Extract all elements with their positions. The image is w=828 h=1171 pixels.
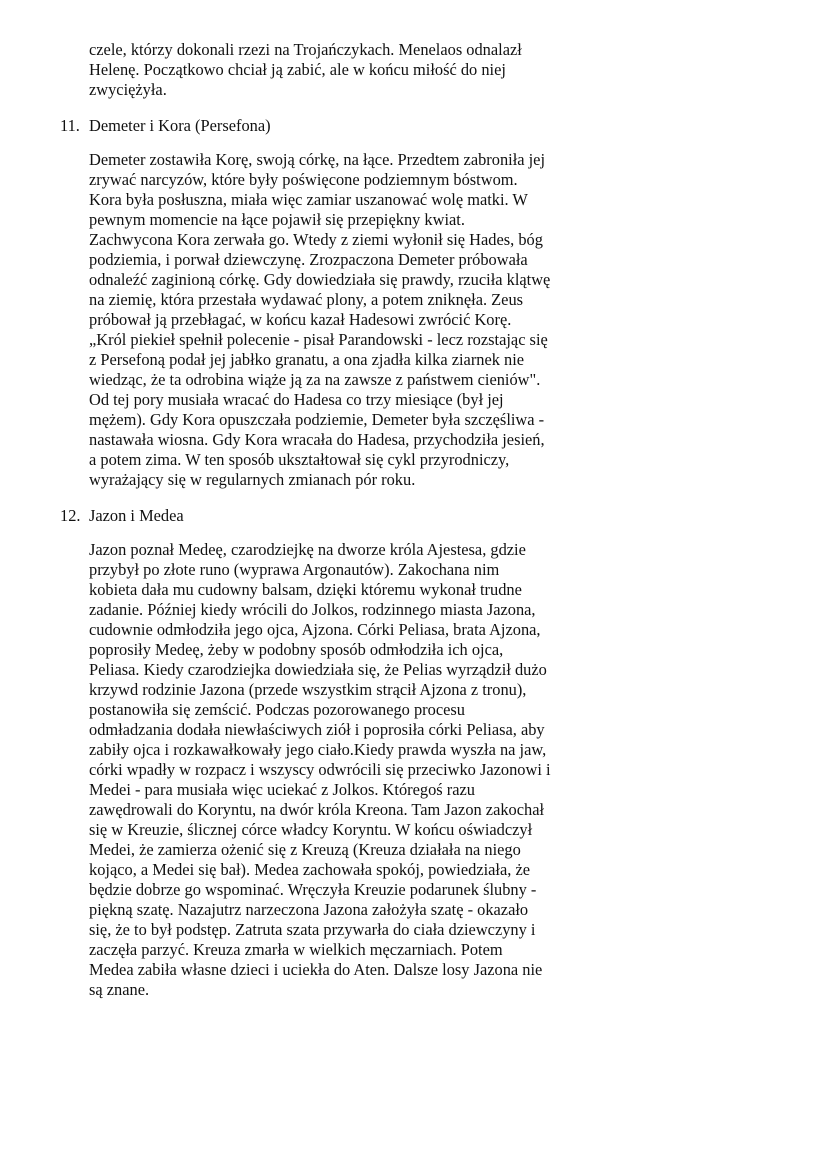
demeter-line: a potem zima. W ten sposób ukształtował się cykl przyrodniczy, (89, 450, 510, 469)
section-heading-demeter (60, 116, 271, 136)
jazon-line: zadanie. Później kiedy wrócili do Jolkos, rodzinnego miasta Jazona, (89, 600, 536, 619)
demeter-line: mężem). Gdy Kora opuszczała podziemie, Demeter była szczęśliwa - (89, 410, 545, 429)
demeter-line: odnaleźć zaginioną córkę. Gdy dowiedziała się prawdy, rzuciła klątwę (89, 270, 551, 289)
demeter-line: zrywać narcyzów, które były poświęcone podziemnym bóstwom. (89, 170, 518, 189)
demeter-line: „Król piekieł spełnił polecenie - pisał Parandowski - lecz rozstając się (89, 330, 548, 349)
demeter-line: Kora była posłuszna, miała więc zamiar uszanować wolę matki. W (89, 190, 528, 209)
jazon-line: Peliasa. Kiedy czarodziejka dowiedziała się, że Pelias wyrządził dużo (89, 660, 547, 679)
jazon-line: córki wpadły w rozpacz i wszyscy odwrócili się przeciwko Jazonowi i (89, 760, 551, 779)
demeter-line: próbował ją przebłagać, w końcu kazał Hadesowi zwrócić Korę. (89, 310, 512, 329)
intro-line: Helenę. Początkowo chciał ją zabić, ale w końcu miłość do niej (89, 60, 506, 79)
jazon-line: kobieta dała mu cudowny balsam, dzięki któremu wykonał trudne (89, 580, 522, 599)
jazon-line: poprosiły Medeę, żeby w podobny sposób odmłodziła ich ojca, (89, 640, 504, 659)
section-heading-jazon (60, 506, 184, 526)
jazon-line: zawędrowali do Koryntu, na dwór króla Kreona. Tam Jazon zakochał (89, 800, 545, 819)
jazon-line: postanowiła się zemścić. Podczas pozorowanego procesu (89, 700, 465, 719)
jazon-line: są znane. (89, 980, 150, 999)
demeter-line: nastawała wiosna. Gdy Kora wracała do Hadesa, przychodziła jesień, (89, 430, 545, 449)
demeter-line: Od tej pory musiała wracać do Hadesa co trzy miesiące (był jej (89, 390, 504, 409)
jazon-line: krzywd rodzinie Jazona (przede wszystkim strącił Ajzona z tronu), (89, 680, 527, 699)
section-title: Jazon i Medea (89, 506, 184, 525)
jazon-line: zabiły ojca i rozkawałkowały jego ciało.Kiedy prawda wyszła na jaw, (89, 740, 547, 759)
demeter-line: z Persefoną podał jej jabłko granatu, a ona zjadła kilka ziarnek nie (89, 350, 525, 369)
demeter-line: Zachwycona Kora zerwała go. Wtedy z ziemi wyłonił się Hades, bóg (89, 230, 543, 249)
demeter-line: wyrażający się w regularnych zmianach pór roku. (89, 470, 416, 489)
jazon-line: przybył po złote runo (wyprawa Argonautów). Zakochana nim (89, 560, 500, 579)
demeter-line: Demeter zostawiła Korę, swoją córkę, na łące. Przedtem zabroniła jej (89, 150, 546, 169)
section-number: 12. (60, 506, 81, 525)
jazon-line: Medea zabiła własne dzieci i uciekła do Aten. Dalsze losy Jazona nie (89, 960, 543, 979)
demeter-line: podziemia, i porwał dziewczynę. Zrozpaczona Demeter próbowała (89, 250, 528, 269)
jazon-line: odmładzania dodała niewłaściwych ziół i poprosiła córki Peliasa, aby (89, 720, 545, 739)
demeter-line: wiedząc, że ta odrobina wiąże ją za na zawsze z państwem cieniów". (89, 370, 541, 389)
section-number: 11. (60, 116, 80, 135)
jazon-line: piękną szatę. Nazajutrz narzeczona Jazona założyła szatę - okazało (89, 900, 529, 919)
jazon-line: zaczęła parzyć. Kreuza zmarła w wielkich męczarniach. Potem (89, 940, 503, 959)
jazon-line: Jazon poznał Medeę, czarodziejkę na dworze króla Ajestesa, gdzie (89, 540, 526, 559)
section-title: Demeter i Kora (Persefona) (89, 116, 271, 135)
demeter-line: na ziemię, która przestała wydawać plony, a potem zniknęła. Zeus (89, 290, 524, 309)
jazon-line: Medei, że zamierza ożenić się z Kreuzą (Kreuza działała na niego (89, 840, 521, 859)
demeter-line: pewnym momencie na łące pojawił się przepiękny kwiat. (89, 210, 465, 229)
jazon-line: Medei - para musiała więc uciekać z Jolkos. Któregoś razu (89, 780, 475, 799)
jazon-line: będzie dobrze go wspominać. Wręczyła Kreuzie podarunek ślubny - (89, 880, 537, 899)
intro-line: zwyciężyła. (89, 80, 167, 99)
jazon-line: cudownie odmłodziła jego ojca, Ajzona. Córki Peliasa, brata Ajzona, (89, 620, 541, 639)
jazon-line: się w Kreuzie, ślicznej córce władcy Koryntu. W końcu oświadczył (89, 820, 533, 839)
jazon-line: kojąco, a Medei się bał). Medea zachowała spokój, powiedziała, że (89, 860, 530, 879)
intro-line: czele, którzy dokonali rzezi na Trojańczykach. Menelaos odnalazł (89, 40, 522, 59)
jazon-line: się, że to był podstęp. Zatruta szata przywarła do ciała dziewczyny i (89, 920, 536, 939)
